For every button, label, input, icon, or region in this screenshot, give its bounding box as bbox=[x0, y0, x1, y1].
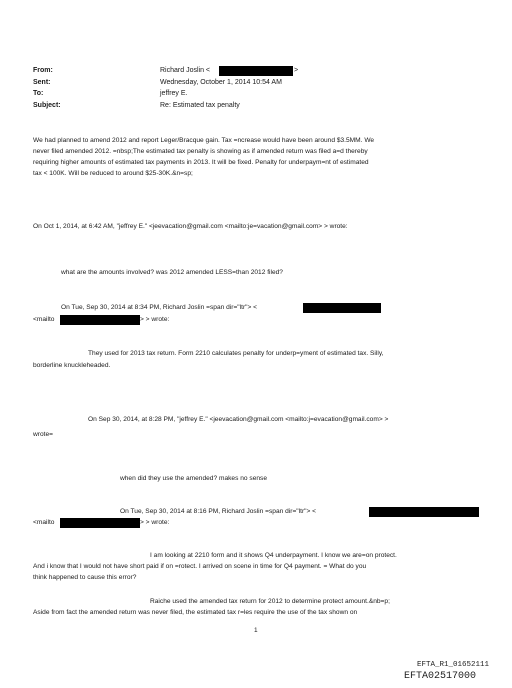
subject-label: Subject: bbox=[33, 102, 61, 109]
quote-header: On Sep 30, 2014, at 8:28 PM, "jeffrey E." <jeevacation@gmail.com <mailto:j=evacation@gmail.com> > bbox=[88, 416, 389, 423]
body-line: what are the amounts involved? was 2012 amended LESS=than 2012 filed? bbox=[61, 269, 283, 276]
body-line: requiring higher amounts of estimated tax payments in 2013. It will be fixed. Penalty for underpaym=nt of estimated bbox=[33, 159, 369, 166]
bates-number-primary: EFTA_R1_01652111 bbox=[417, 661, 490, 669]
body-line: never filed amended 2012. =nbsp;The estimated tax penalty is showing as if amended return was filed a=d thereby bbox=[33, 148, 368, 155]
redaction-box bbox=[303, 303, 381, 313]
from-value bbox=[160, 66, 210, 76]
quote-wrote: > > wrote: bbox=[140, 519, 170, 526]
quote-wrote: wrote= bbox=[33, 431, 53, 438]
body-line: Raiche used the amended tax return for 2012 to determine protect amount.&nb=p; bbox=[150, 598, 390, 605]
quote-header: On Tue, Sep 30, 2014 at 8:16 PM, Richard Joslin =span dir="ltr"> < bbox=[120, 508, 317, 515]
body-line: I am looking at 2210 form and it shows Q4 underpayment. I know we are=on protect. bbox=[150, 552, 397, 559]
body-line: tax < 100K. Will be reduced to around $25-30K.&n=sp; bbox=[33, 170, 193, 177]
redaction-box bbox=[60, 315, 140, 325]
body-line: We had planned to amend 2012 and report Leger/Bracque gain. Tax =ncrease would have been around $3.5MM. We bbox=[33, 137, 375, 144]
body-line: think happened to cause this error? bbox=[33, 574, 137, 581]
body-line: They used for 2013 tax return. Form 2210 calculates penalty for underp=yment of estimated tax. Silly, bbox=[88, 350, 384, 357]
to-value: jeffrey E. bbox=[160, 90, 188, 97]
quote-wrote: > > wrote: bbox=[140, 316, 170, 323]
page-number: 1 bbox=[254, 627, 258, 634]
quote-mailto: <mailto bbox=[33, 316, 55, 323]
bates-number-secondary: EFTA02517000 bbox=[404, 671, 477, 682]
body-line: borderline knuckleheaded. bbox=[33, 362, 111, 369]
quote-header: On Tue, Sep 30, 2014 at 8:34 PM, Richard Joslin =span dir="ltr"> < bbox=[61, 304, 258, 311]
sent-value: Wednesday, October 1, 2014 10:54 AM bbox=[160, 79, 282, 86]
body-line: Aside from fact the amended return was never filed, the estimated tax r=les require the use of the tax shown on bbox=[33, 609, 358, 616]
quote-header: On Oct 1, 2014, at 6:42 AM, "jeffrey E." <jeevacation@gmail.com <mailto:je=vacation@gmail.com> > wrote: bbox=[33, 223, 348, 230]
body-line: And i know that I would not have short paid if on =rotect. I arrived on scene in time for Q4 payment. = What do you bbox=[33, 563, 367, 570]
redaction-box bbox=[60, 518, 140, 528]
body-line: when did they use the amended? makes no sense bbox=[120, 475, 267, 482]
quote-mailto: <mailto bbox=[33, 519, 55, 526]
from-name: Richard Joslin < bbox=[160, 67, 210, 74]
sent-label: Sent: bbox=[33, 79, 51, 86]
redaction-box bbox=[219, 66, 293, 76]
redaction-box bbox=[369, 507, 479, 517]
from-label: From: bbox=[33, 67, 53, 74]
from-tail: > bbox=[294, 67, 299, 74]
subject-value: Re: Estimated tax penalty bbox=[160, 102, 240, 109]
to-label: To: bbox=[33, 90, 44, 97]
